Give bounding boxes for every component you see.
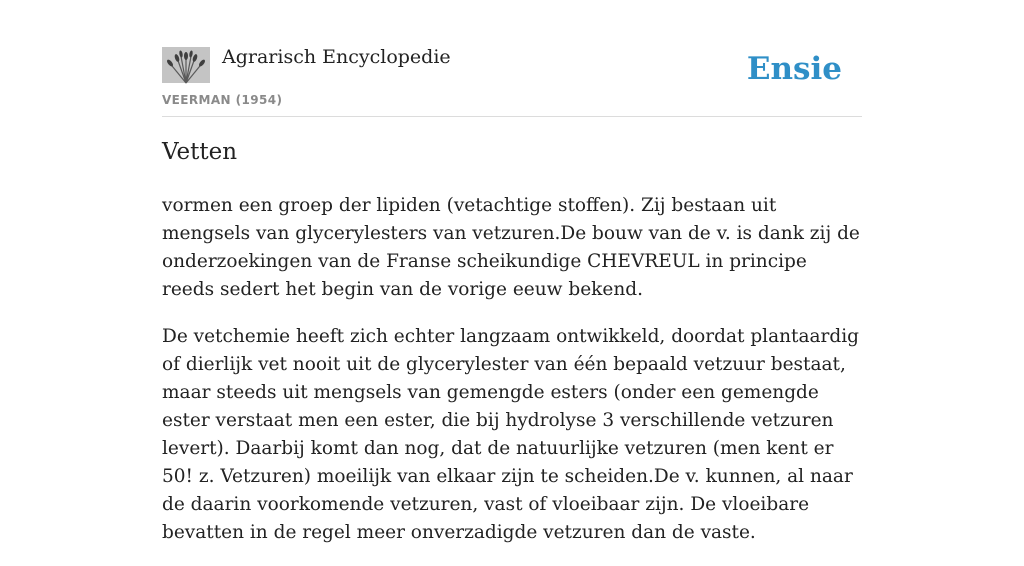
brand-logo-link[interactable]: Ensie	[746, 51, 842, 87]
entry-title: Vetten	[162, 139, 238, 165]
publication-title[interactable]: Agrarisch Encyclopedie	[222, 46, 451, 68]
byline: VEERMAN (1954)	[162, 93, 283, 107]
article-body	[162, 192, 862, 566]
paragraph: vormen een groep der lipiden (vetachtige stoffen). Zij bestaan uit mengsels van glycerylesters van vetzuren.De bouw van de v. is dank zij de onderzoekingen van de Franse scheikundige CHEVREUL in principe reeds sedert het begin van de vorige eeuw bekend.	[162, 195, 860, 300]
page-header	[162, 46, 862, 117]
paragraph: De vetchemie heeft zich echter langzaam ontwikkeld, doordat plantaardig of dierlijk vet nooit uit de glycerylester van één bepaald vetzuur bestaat, maar steeds uit mengsels van gemengde esters (onder een gemengde ester verstaat men een ester, die bij hydrolyse 3 verschillende vetzuren levert). Daarbij komt dan nog, dat de natuurlijke vetzuren (men kent er 50! z. Vetzuren) moeilijk van elkaar zijn te scheiden.De v. kunnen, al naar de daarin voorkomende vetzuren, vast of vloeibaar zijn. De vloeibare bevatten in de regel meer onverzadigde vetzuren dan de vaste.	[162, 326, 859, 543]
wheat-ears-icon	[162, 47, 210, 83]
